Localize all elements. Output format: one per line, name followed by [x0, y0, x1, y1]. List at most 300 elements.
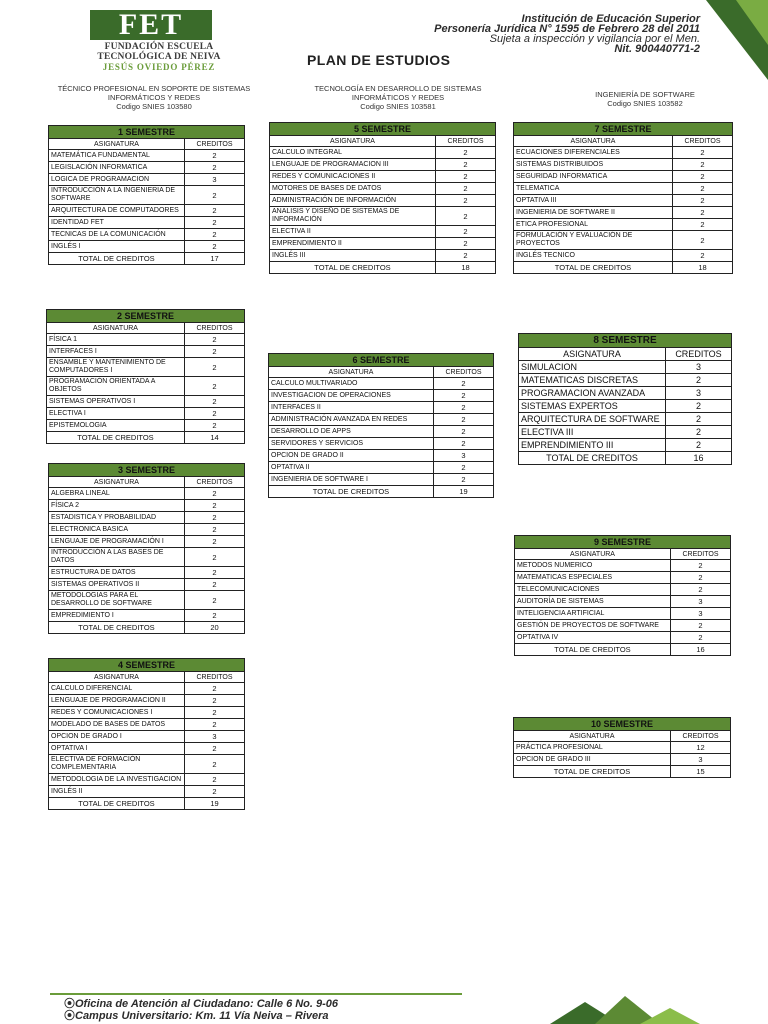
subject-credits: 2 — [184, 186, 244, 205]
subject-name: EMPRENDIMIENTO III — [519, 439, 666, 452]
subject-name: CALCULO MULTIVARIADO — [269, 378, 434, 390]
subject-header: ASIGNATURA — [47, 323, 185, 334]
subject-credits: 2 — [672, 159, 732, 171]
total-credits: 16 — [670, 644, 730, 656]
table-row — [47, 334, 245, 346]
subject-credits: 2 — [665, 374, 731, 387]
bullet-icon: ⦿ — [64, 998, 75, 1010]
semester-title: 1 SEMESTRE — [49, 126, 245, 139]
subject-credits: 2 — [184, 786, 244, 798]
table-row — [49, 229, 245, 241]
subject-credits: 2 — [184, 755, 244, 774]
total-credits: 17 — [184, 253, 244, 265]
table-row — [519, 400, 732, 413]
subject-name: CALCULO INTEGRAL — [270, 147, 436, 159]
subject-name: SIMULACION — [519, 361, 666, 374]
total-label: TOTAL DE CREDITOS — [49, 622, 185, 634]
subject-name: INVESTIGACION DE OPERACIONES — [269, 390, 434, 402]
subject-credits: 2 — [672, 147, 732, 159]
subject-credits: 2 — [433, 462, 493, 474]
table-row — [49, 186, 245, 205]
semester-3-table — [48, 463, 245, 634]
subject-name: LOGICA DE PROGRAMACION — [49, 174, 185, 186]
table-row — [269, 462, 494, 474]
logo-text-line3: JESÚS OVIEDO PÉREZ — [102, 62, 216, 72]
table-row — [270, 238, 496, 250]
subject-name: ESTRUCTURA DE DATOS — [49, 567, 185, 579]
subject-name: CALCULO DIFERENCIAL — [49, 683, 185, 695]
total-label: TOTAL DE CREDITOS — [514, 766, 671, 778]
table-row — [519, 426, 732, 439]
table-row — [47, 408, 245, 420]
subject-header: ASIGNATURA — [514, 136, 673, 147]
subject-credits: 2 — [435, 195, 495, 207]
table-row — [270, 183, 496, 195]
table-row — [49, 743, 245, 755]
subject-credits: 2 — [184, 500, 244, 512]
subject-name: GESTIÓN DE PROYECTOS DE SOFTWARE — [515, 620, 671, 632]
subject-header: ASIGNATURA — [514, 731, 671, 742]
subject-credits: 2 — [433, 474, 493, 486]
subject-credits: 2 — [184, 150, 244, 162]
subject-credits: 2 — [184, 579, 244, 591]
subject-credits: 2 — [665, 400, 731, 413]
table-row — [270, 195, 496, 207]
subject-credits: 2 — [435, 147, 495, 159]
table-row — [269, 474, 494, 486]
column-header-row — [269, 367, 494, 378]
subject-header: ASIGNATURA — [269, 367, 434, 378]
subject-name: METODOS NUMERICO — [515, 560, 671, 572]
program-technology — [293, 84, 503, 111]
table-row — [269, 390, 494, 402]
total-credits: 19 — [184, 798, 244, 810]
credits-header: CREDITOS — [184, 477, 244, 488]
subject-credits: 2 — [184, 610, 244, 622]
semester-7-table — [513, 122, 733, 274]
subject-credits: 3 — [665, 387, 731, 400]
subject-credits: 2 — [672, 195, 732, 207]
subject-name: MATEMÁTICA FUNDAMENTAL — [49, 150, 185, 162]
subject-header: ASIGNATURA — [49, 672, 185, 683]
subject-credits: 2 — [672, 207, 732, 219]
total-label: TOTAL DE CREDITOS — [49, 253, 185, 265]
subject-credits: 3 — [184, 731, 244, 743]
page-title: PLAN DE ESTUDIOS — [307, 52, 451, 68]
footer-addresses — [64, 998, 338, 1022]
table-row — [49, 548, 245, 567]
subject-credits: 2 — [184, 217, 244, 229]
column-header-row — [270, 136, 496, 147]
total-label: TOTAL DE CREDITOS — [519, 452, 666, 465]
subject-name: METODOLOGIA DE LA INVESTIGACION — [49, 774, 185, 786]
subject-name: INGLÉS II — [49, 786, 185, 798]
table-row — [49, 683, 245, 695]
subject-credits: 2 — [665, 426, 731, 439]
subject-credits: 2 — [184, 774, 244, 786]
subject-name: INGLÉS TECNICO — [514, 250, 673, 262]
subject-name: SISTEMAS OPERATIVOS I — [47, 396, 185, 408]
subject-credits: 2 — [184, 229, 244, 241]
subject-credits: 2 — [184, 536, 244, 548]
table-row — [514, 159, 733, 171]
total-label: TOTAL DE CREDITOS — [515, 644, 671, 656]
subject-name: REDES Y COMUNICACIONES I — [49, 707, 185, 719]
subject-name: ADMINISTRACIÓN DE INFORMACIÓN — [270, 195, 436, 207]
credits-header: CREDITOS — [435, 136, 495, 147]
subject-name: PRÁCTICA PROFESIONAL — [514, 742, 671, 754]
subject-name: EMPRENDIMIENTO II — [270, 238, 436, 250]
subject-credits: 2 — [184, 346, 244, 358]
subject-name: OPTATIVA II — [269, 462, 434, 474]
table-row — [515, 560, 731, 572]
table-row — [270, 250, 496, 262]
subject-header: ASIGNATURA — [49, 139, 185, 150]
subject-credits: 2 — [435, 171, 495, 183]
subject-name: ADMINISTRACIÓN AVANZADA EN REDES — [269, 414, 434, 426]
subject-credits: 2 — [184, 377, 244, 396]
table-row — [49, 524, 245, 536]
total-row — [514, 262, 733, 274]
subject-header: ASIGNATURA — [519, 348, 666, 361]
table-row — [49, 512, 245, 524]
subject-name: OPTATIVA IV — [515, 632, 671, 644]
program-code: Codigo SNIES 103581 — [360, 102, 436, 111]
subject-credits: 2 — [184, 695, 244, 707]
subject-credits: 2 — [672, 250, 732, 262]
subject-name: ELECTIVA DE FORMACIÓN COMPLEMENTARIA — [49, 755, 185, 774]
table-row — [49, 755, 245, 774]
credits-header: CREDITOS — [184, 323, 244, 334]
total-label: TOTAL DE CREDITOS — [49, 798, 185, 810]
subject-name: EMPREDIMIENTO I — [49, 610, 185, 622]
total-credits: 16 — [665, 452, 731, 465]
semester-5-table — [269, 122, 496, 274]
institution-line4: Nit. 900440771-2 — [614, 43, 700, 55]
table-row — [49, 241, 245, 253]
bullet-icon: ⦿ — [64, 1010, 75, 1022]
subject-credits: 2 — [433, 390, 493, 402]
table-row — [270, 226, 496, 238]
total-row — [49, 798, 245, 810]
subject-name: ELECTRONICA BASICA — [49, 524, 185, 536]
table-row — [514, 219, 733, 231]
total-row — [514, 766, 731, 778]
subject-credits: 2 — [435, 238, 495, 250]
subject-name: ARQUITECTURA DE SOFTWARE — [519, 413, 666, 426]
subject-credits: 2 — [433, 378, 493, 390]
table-row — [515, 620, 731, 632]
table-row — [49, 150, 245, 162]
table-row — [515, 632, 731, 644]
subject-credits: 2 — [435, 159, 495, 171]
credits-header: CREDITOS — [672, 136, 732, 147]
table-row — [47, 420, 245, 432]
subject-credits: 2 — [184, 162, 244, 174]
subject-credits: 3 — [670, 596, 730, 608]
subject-name: ETICA PROFESIONAL — [514, 219, 673, 231]
total-label: TOTAL DE CREDITOS — [47, 432, 185, 444]
total-row — [515, 644, 731, 656]
table-row — [47, 346, 245, 358]
subject-name: FÍSICA 1 — [47, 334, 185, 346]
total-row — [519, 452, 732, 465]
subject-credits: 2 — [665, 439, 731, 452]
subject-name: PROGRAMACION AVANZADA — [519, 387, 666, 400]
subject-credits: 2 — [435, 207, 495, 226]
table-row — [49, 731, 245, 743]
subject-name: ECUACIONES DIFERENCIALES — [514, 147, 673, 159]
total-row — [49, 253, 245, 265]
table-row — [519, 361, 732, 374]
table-row — [269, 438, 494, 450]
subject-name: ELECTIVA III — [519, 426, 666, 439]
subject-credits: 2 — [672, 219, 732, 231]
subject-credits: 2 — [433, 414, 493, 426]
subject-name: PROGRAMACIÓN ORIENTADA A OBJETOS — [47, 377, 185, 396]
subject-name: INTRODUCCIÓN A LA INGENIERIA DE SOFTWARE — [49, 186, 185, 205]
program-name: INFORMÁTICOS Y REDES — [351, 93, 445, 102]
subject-name: INTELIGENCIA ARTIFICIAL — [515, 608, 671, 620]
subject-name: AUDITORÍA DE SISTEMAS — [515, 596, 671, 608]
table-row — [514, 195, 733, 207]
subject-name: INGLÉS I — [49, 241, 185, 253]
semester-6-table — [268, 353, 494, 498]
table-row — [49, 488, 245, 500]
total-credits: 18 — [435, 262, 495, 274]
semester-title: 6 SEMESTRE — [269, 354, 494, 367]
total-credits: 15 — [671, 766, 731, 778]
column-header-row — [519, 348, 732, 361]
program-name: TÉCNICO PROFESIONAL EN SOPORTE DE SISTEMAS — [57, 84, 251, 93]
subject-credits: 3 — [184, 174, 244, 186]
subject-credits: 3 — [433, 450, 493, 462]
table-row — [49, 695, 245, 707]
table-row — [49, 707, 245, 719]
subject-name: OPTATIVA I — [49, 743, 185, 755]
table-row — [514, 250, 733, 262]
program-name: INGENIERÍA DE SOFTWARE — [595, 90, 695, 99]
semester-title: 4 SEMESTRE — [49, 659, 245, 672]
subject-credits: 2 — [433, 426, 493, 438]
logo-text-line2: TECNOLÓGICA DE NEIVA — [97, 52, 221, 62]
table-row — [270, 171, 496, 183]
column-header-row — [514, 731, 731, 742]
subject-name: ELECTIVA I — [47, 408, 185, 420]
column-header-row — [49, 672, 245, 683]
table-row — [270, 147, 496, 159]
subject-name: REDES Y COMUNICACIONES II — [270, 171, 436, 183]
table-row — [49, 719, 245, 731]
subject-name: SEGURIDAD INFORMATICA — [514, 171, 673, 183]
table-row — [519, 413, 732, 426]
subject-name: MODELADO DE BASES DE DATOS — [49, 719, 185, 731]
table-row — [269, 450, 494, 462]
subject-credits: 2 — [184, 548, 244, 567]
table-row — [519, 439, 732, 452]
semester-title: 3 SEMESTRE — [49, 464, 245, 477]
total-row — [47, 432, 245, 444]
subject-name: FÍSICA 2 — [49, 500, 185, 512]
subject-credits: 2 — [184, 420, 244, 432]
subject-credits: 2 — [665, 413, 731, 426]
subject-credits: 2 — [184, 524, 244, 536]
subject-name: OPCION DE GRADO III — [514, 754, 671, 766]
campus-address: Campus Universitario: Km. 11 Vía Neiva – Rivera — [75, 1010, 329, 1022]
credits-header: CREDITOS — [670, 549, 730, 560]
footer-divider — [50, 993, 462, 995]
table-row — [519, 374, 732, 387]
subject-credits: 2 — [184, 591, 244, 610]
subject-header: ASIGNATURA — [515, 549, 671, 560]
credits-header: CREDITOS — [184, 672, 244, 683]
credits-header: CREDITOS — [665, 348, 731, 361]
program-name: INFORMÁTICOS Y REDES — [107, 93, 201, 102]
subject-name: SERVIDORES Y SERVICIOS — [269, 438, 434, 450]
subject-credits: 2 — [670, 584, 730, 596]
semester-2-table — [46, 309, 245, 444]
table-row — [515, 596, 731, 608]
subject-name: OPTATIVA III — [514, 195, 673, 207]
subject-name: SISTEMAS DISTRIBUIDOS — [514, 159, 673, 171]
institution-line3: Sujeta a inspección y vigilancia por el Men. — [489, 33, 700, 45]
semester-1-table — [48, 125, 245, 265]
total-credits: 14 — [184, 432, 244, 444]
table-row — [49, 591, 245, 610]
subject-name: ENSAMBLE Y MANTENIMIENTO DE COMPUTADORES I — [47, 358, 185, 377]
subject-credits: 3 — [670, 608, 730, 620]
subject-name: OPCION DE GRADO I — [49, 731, 185, 743]
subject-name: INGLÉS III — [270, 250, 436, 262]
subject-credits: 2 — [433, 402, 493, 414]
subject-name: MOTORES DE BASES DE DATOS — [270, 183, 436, 195]
total-credits: 19 — [433, 486, 493, 498]
subject-name: TELECOMUNICACIONES — [515, 584, 671, 596]
table-row — [47, 358, 245, 377]
subject-name: ANALISIS Y DISEÑO DE SISTEMAS DE INFORMACIÓN — [270, 207, 436, 226]
logo-text-line1: FUNDACIÓN ESCUELA — [104, 42, 214, 52]
subject-name: IDENTIDAD FET — [49, 217, 185, 229]
table-row — [47, 396, 245, 408]
table-row — [269, 426, 494, 438]
table-row — [515, 572, 731, 584]
program-engineering — [570, 90, 720, 108]
program-name: TECNOLOGÍA EN DESARROLLO DE SISTEMAS — [314, 84, 482, 93]
subject-credits: 2 — [184, 567, 244, 579]
institution-line2: Personería Jurídica N° 1595 de Febrero 28 del 2011 — [434, 23, 700, 35]
subject-credits: 2 — [670, 560, 730, 572]
subject-name: INTERFACES I — [47, 346, 185, 358]
table-row — [49, 162, 245, 174]
semester-title: 7 SEMESTRE — [514, 123, 733, 136]
subject-name: INGENIERIA DE SOFTWARE I — [269, 474, 434, 486]
subject-name: LENGUAJE DE PROGRAMACION II — [49, 695, 185, 707]
institution-info — [434, 14, 700, 54]
subject-credits: 2 — [672, 183, 732, 195]
column-header-row — [515, 549, 731, 560]
semester-title: 10 SEMESTRE — [514, 718, 731, 731]
subject-credits: 2 — [184, 396, 244, 408]
table-row — [49, 500, 245, 512]
column-header-row — [47, 323, 245, 334]
table-row — [49, 610, 245, 622]
subject-name: LEGISLACIÓN INFORMATICA — [49, 162, 185, 174]
subject-credits: 2 — [672, 231, 732, 250]
semester-9-table — [514, 535, 731, 656]
subject-credits: 2 — [184, 488, 244, 500]
table-row — [49, 786, 245, 798]
table-row — [519, 387, 732, 400]
subject-credits: 2 — [672, 171, 732, 183]
total-credits: 18 — [672, 262, 732, 274]
semester-title: 8 SEMESTRE — [519, 334, 732, 348]
total-row — [49, 622, 245, 634]
table-row — [49, 774, 245, 786]
table-row — [514, 207, 733, 219]
table-row — [514, 231, 733, 250]
semester-title: 5 SEMESTRE — [270, 123, 496, 136]
office-address: Oficina de Atención al Ciudadano: Calle 6 No. 9-06 — [75, 998, 339, 1010]
table-row — [514, 183, 733, 195]
subject-name: LENGUAJE DE PROGRAMACION III — [270, 159, 436, 171]
subject-credits: 2 — [184, 408, 244, 420]
subject-name: DESARROLLO DE APPS — [269, 426, 434, 438]
subject-header: ASIGNATURA — [270, 136, 436, 147]
institution-logo — [80, 10, 238, 72]
subject-name: ELECTIVA II — [270, 226, 436, 238]
subject-name: OPCION DE GRADO II — [269, 450, 434, 462]
subject-name: ALGEBRA LINEAL — [49, 488, 185, 500]
subject-credits: 2 — [670, 632, 730, 644]
subject-name: INGENIERIA DE SOFTWARE II — [514, 207, 673, 219]
subject-header: ASIGNATURA — [49, 477, 185, 488]
credits-header: CREDITOS — [433, 367, 493, 378]
subject-credits: 2 — [184, 719, 244, 731]
column-header-row — [49, 477, 245, 488]
subject-credits: 2 — [184, 241, 244, 253]
subject-name: ARQUITECTURA DE COMPUTADORES — [49, 205, 185, 217]
column-header-row — [514, 136, 733, 147]
table-row — [49, 567, 245, 579]
total-credits: 20 — [184, 622, 244, 634]
table-row — [269, 378, 494, 390]
subject-name: MATEMATICAS ESPECIALES — [515, 572, 671, 584]
table-row — [49, 205, 245, 217]
subject-credits: 2 — [435, 226, 495, 238]
subject-name: FORMULACIÓN Y EVALUACIÓN DE PROYECTOS — [514, 231, 673, 250]
table-row — [514, 754, 731, 766]
total-label: TOTAL DE CREDITOS — [269, 486, 434, 498]
subject-credits: 2 — [435, 250, 495, 262]
subject-name: METODOLOGIAS PARA EL DESARROLLO DE SOFTWARE — [49, 591, 185, 610]
table-row — [269, 414, 494, 426]
total-row — [270, 262, 496, 274]
table-row — [49, 536, 245, 548]
subject-name: MATEMATICAS DISCRETAS — [519, 374, 666, 387]
table-row — [514, 171, 733, 183]
subject-name: EPISTEMOLOGIA — [47, 420, 185, 432]
semester-8-table — [518, 333, 732, 465]
subject-credits: 2 — [184, 512, 244, 524]
table-row — [514, 742, 731, 754]
subject-credits: 12 — [671, 742, 731, 754]
table-row — [269, 402, 494, 414]
semester-title: 9 SEMESTRE — [515, 536, 731, 549]
table-row — [49, 174, 245, 186]
total-label: TOTAL DE CREDITOS — [270, 262, 436, 274]
subject-credits: 3 — [671, 754, 731, 766]
subject-name: INTRODUCCIÓN A LAS BASES DE DATOS — [49, 548, 185, 567]
